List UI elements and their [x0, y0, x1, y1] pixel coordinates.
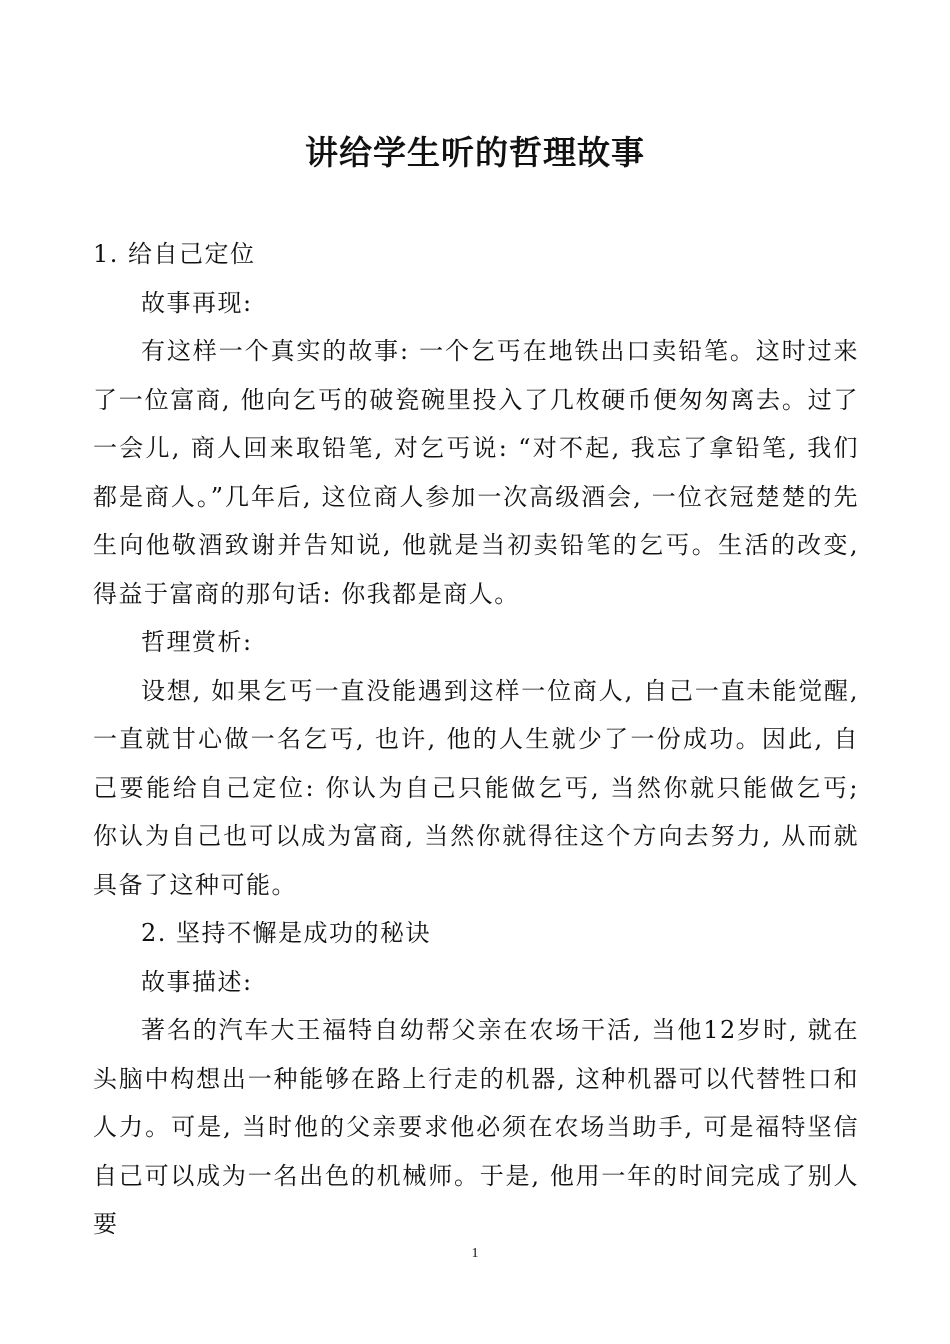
paragraph: 设想, 如果乞丐一直没能遇到这样一位商人, 自己一直未能觉醒, 一直就甘心做一名乞丐, 也许, 他的人生就少了一份成功。因此, 自己要能给自己定位: 你认为自己只能做乞丐, 当然你就只能做乞丐; 你认为自己也可以成为富商, 当然你就得往这个方向去努力, 从而就具备了这种可能。 [93, 676, 859, 899]
subheading: 故事描述: [141, 967, 253, 996]
document-title: 讲给学生听的哲理故事 [305, 133, 645, 172]
document-body [93, 230, 859, 1249]
paragraph: 有这样一个真实的故事: 一个乞丐在地铁出口卖铅笔。这时过来了一位富商, 他向乞丐的破瓷碗里投入了几枚硬币便匆匆离去。过了一会儿, 商人回来取铅笔, 对乞丐说: “对不起, 我忘了拿铅笔, 我们都是商人。”几年后, 这位商人参加一次高级酒会, 一位衣冠楚楚的先生向他敬酒致谢并告知说, 他就是当初卖铅笔的乞丐。生活的改变, 得益于富商的那句话: 你我都是商人。 [93, 337, 859, 608]
subheading: 哲理赏析: [141, 628, 253, 656]
paragraph: 著名的汽车大王福特自幼帮父亲在农场干活, 当他12岁时, 就在头脑中构想出一种能够在路上行走的机器, 这种机器可以代替牲口和人力。可是, 当时他的父亲要求他必须在农场当助手, 可是福特坚信自己可以成为一名出色的机械师。于是, 他用一年的时间完成了别人要 [93, 1016, 859, 1238]
subheading: 故事再现: [141, 288, 253, 317]
section-heading: 2. 坚持不懈是成功的秘诀 [141, 919, 432, 947]
page-number: 1 [471, 1246, 479, 1261]
section-heading: 1. 给自己定位 [93, 240, 256, 268]
